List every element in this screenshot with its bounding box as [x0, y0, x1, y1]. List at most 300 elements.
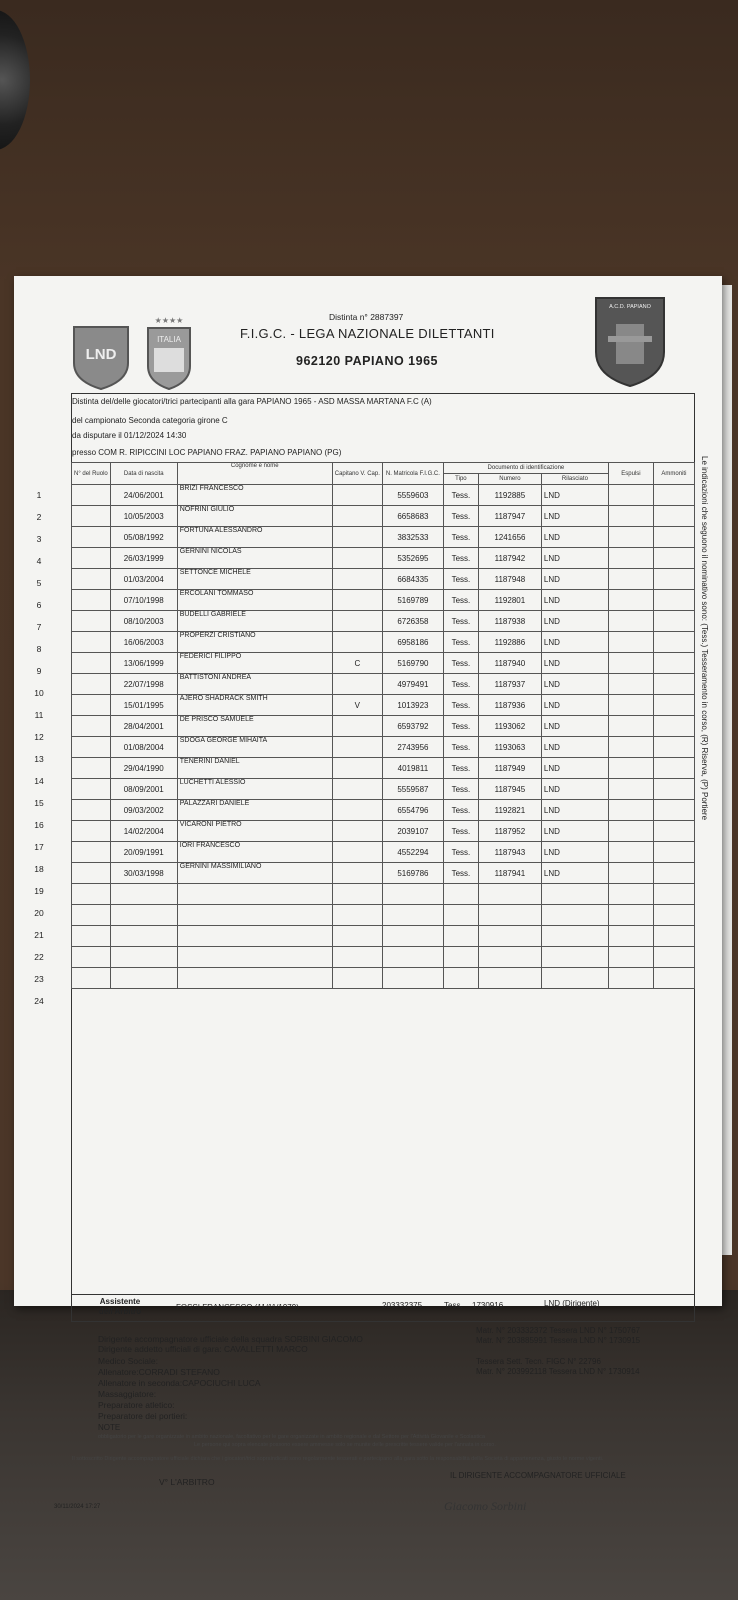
matricola-cell: 4019811: [382, 758, 443, 779]
col-nome: Cognome e nome: [177, 463, 332, 485]
doc-type-cell: Tess.: [443, 863, 478, 884]
birth-date-cell: [110, 926, 177, 947]
row-number: 23: [34, 974, 44, 984]
doc-type-cell: Tess.: [443, 632, 478, 653]
issuer-cell: LND: [541, 716, 608, 737]
espulsi-cell: [608, 737, 653, 758]
ruolo-cell: [72, 947, 111, 968]
doc-number-cell: [478, 884, 541, 905]
col-ammoniti: Ammoniti: [653, 463, 694, 485]
matricola-cell: 1013923: [382, 695, 443, 716]
ruolo-cell: [72, 905, 111, 926]
lnd-logo-text: LND: [85, 346, 117, 363]
player-name-cell: BRIZI FRANCESCO: [177, 485, 332, 506]
ruolo-cell: [72, 569, 111, 590]
issuer-cell: LND: [541, 800, 608, 821]
captain-cell: [332, 485, 382, 506]
issuer-cell: LND: [541, 506, 608, 527]
ruolo-cell: [72, 968, 111, 989]
table-row: [72, 611, 695, 632]
captain-cell: [332, 947, 382, 968]
preparatore-portieri: Preparatore dei portieri:: [98, 1411, 188, 1421]
ruolo-cell: [72, 506, 111, 527]
lnd-logo: [70, 323, 132, 391]
col-rilasciato: Rilasciato: [541, 474, 608, 485]
issuer-cell: [541, 884, 608, 905]
row-number: 14: [34, 776, 44, 786]
row-number: 7: [36, 622, 42, 632]
table-row: [72, 590, 695, 611]
doc-type-cell: Tess.: [443, 569, 478, 590]
matricola-cell: 5352695: [382, 548, 443, 569]
ammoniti-cell: [653, 485, 694, 506]
issuer-cell: [541, 926, 608, 947]
issuer-cell: LND: [541, 569, 608, 590]
birth-date-cell: 26/03/1999: [110, 548, 177, 569]
matricola-cell: 6726358: [382, 611, 443, 632]
row-number: 11: [34, 710, 44, 720]
player-name-cell: BUDELLI GABRIELE: [177, 611, 332, 632]
doc-number-cell: 1192885: [478, 485, 541, 506]
player-name-cell: [177, 905, 332, 926]
birth-date-cell: 29/04/1990: [110, 758, 177, 779]
birth-date-cell: 01/08/2004: [110, 737, 177, 758]
assistant-referee-row: [71, 1294, 695, 1322]
ammoniti-cell: [653, 947, 694, 968]
federation-title: F.I.G.C. - LEGA NAZIONALE DILETTANTI: [240, 326, 495, 341]
espulsi-cell: [608, 506, 653, 527]
captain-cell: [332, 842, 382, 863]
birth-date-cell: 16/06/2003: [110, 632, 177, 653]
row-number: 24: [34, 996, 44, 1006]
doc-type-cell: Tess.: [443, 737, 478, 758]
doc-number-cell: 1187940: [478, 653, 541, 674]
player-name-cell: DE PRISCO SAMUELE: [177, 716, 332, 737]
note-label: NOTE: [98, 1423, 121, 1432]
birth-date-cell: 14/02/2004: [110, 821, 177, 842]
arbitro-numero: 1730916: [472, 1301, 504, 1310]
ruolo-cell: [72, 758, 111, 779]
doc-number-cell: 1187945: [478, 779, 541, 800]
camera-lens-shadow: [0, 10, 30, 150]
ammoniti-cell: [653, 548, 694, 569]
birth-date-cell: 24/06/2001: [110, 485, 177, 506]
player-name-cell: FORTUNA ALESSANDRO: [177, 527, 332, 548]
table-row: [72, 485, 695, 506]
issuer-cell: LND: [541, 737, 608, 758]
player-name-cell: IORI FRANCESCO: [177, 842, 332, 863]
doc-type-cell: Tess.: [443, 527, 478, 548]
table-row: [72, 968, 695, 989]
issuer-cell: LND: [541, 548, 608, 569]
row-number: 4: [36, 556, 42, 566]
captain-cell: [332, 779, 382, 800]
birth-date-cell: 01/03/2004: [110, 569, 177, 590]
birth-date-cell: 30/03/1998: [110, 863, 177, 884]
doc-number-cell: 1187948: [478, 569, 541, 590]
row-number: 9: [36, 666, 42, 676]
doc-number-cell: 1187937: [478, 674, 541, 695]
venue-line: presso COM R. RIPICCINI LOC PAPIANO FRAZ. PAPIANO PAPIANO (PG): [72, 448, 342, 457]
ammoniti-cell: [653, 716, 694, 737]
table-row: [72, 695, 695, 716]
doc-number-cell: [478, 905, 541, 926]
captain-cell: [332, 758, 382, 779]
matricola-cell: 5169789: [382, 590, 443, 611]
player-name-cell: SDOGA GEORGE MIHAITA: [177, 737, 332, 758]
issuer-cell: LND: [541, 527, 608, 548]
player-name-cell: [177, 926, 332, 947]
birth-date-cell: 13/06/1999: [110, 653, 177, 674]
doc-type-cell: Tess.: [443, 653, 478, 674]
ruolo-cell: [72, 863, 111, 884]
espulsi-cell: [608, 947, 653, 968]
row-number: 18: [34, 864, 44, 874]
ammoniti-cell: [653, 674, 694, 695]
espulsi-cell: [608, 569, 653, 590]
espulsi-cell: [608, 968, 653, 989]
issuer-cell: [541, 968, 608, 989]
player-name-cell: GERNINI NICOLAS: [177, 548, 332, 569]
espulsi-cell: [608, 716, 653, 737]
table-row: [72, 821, 695, 842]
doc-number-cell: [478, 968, 541, 989]
doc-type-cell: Tess.: [443, 800, 478, 821]
captain-cell: [332, 884, 382, 905]
col-tipo: Tipo: [443, 474, 478, 485]
doc-type-cell: [443, 968, 478, 989]
doc-number-cell: 1187949: [478, 758, 541, 779]
espulsi-cell: [608, 884, 653, 905]
captain-cell: [332, 737, 382, 758]
italia-logo-text: ITALIA: [157, 335, 181, 344]
ruolo-cell: [72, 653, 111, 674]
birth-date-cell: [110, 947, 177, 968]
doc-type-cell: Tess.: [443, 506, 478, 527]
birth-date-cell: 15/01/1995: [110, 695, 177, 716]
player-name-cell: FEDERICI FILIPPO: [177, 653, 332, 674]
ammoniti-cell: [653, 527, 694, 548]
issuer-cell: LND: [541, 653, 608, 674]
legend-side-note: Le indicazioni che seguono il nominativo sono: (Tess.) Tesseramento in corso, (R) Riserva, (P) Portiere: [700, 456, 709, 821]
ammoniti-cell: [653, 926, 694, 947]
issuer-cell: LND: [541, 863, 608, 884]
preparatore-atletico: Preparatore atletico:: [98, 1400, 175, 1410]
doc-number-cell: 1187941: [478, 863, 541, 884]
ruolo-cell: [72, 485, 111, 506]
doc-type-cell: Tess.: [443, 695, 478, 716]
captain-cell: [332, 821, 382, 842]
doc-number-cell: 1193062: [478, 716, 541, 737]
player-name-cell: NOFRINI GIULIO: [177, 506, 332, 527]
player-name-cell: LUCHETTI ALESSIO: [177, 779, 332, 800]
captain-cell: [332, 905, 382, 926]
doc-type-cell: [443, 884, 478, 905]
date-line: da disputare il 01/12/2024 14:30: [72, 431, 187, 440]
referee-visto: V° L'ARBITRO: [159, 1477, 215, 1487]
issuer-cell: [541, 947, 608, 968]
row-number: 21: [34, 930, 44, 940]
row-number: 2: [36, 512, 42, 522]
ruolo-cell: [72, 674, 111, 695]
matricola-cell: 6554796: [382, 800, 443, 821]
captain-cell: [332, 674, 382, 695]
captain-cell: [332, 548, 382, 569]
espulsi-cell: [608, 842, 653, 863]
player-name-cell: [177, 968, 332, 989]
issuer-cell: LND: [541, 632, 608, 653]
matricola-cell: [382, 926, 443, 947]
matricola-cell: 6658683: [382, 506, 443, 527]
espulsi-cell: [608, 821, 653, 842]
issuer-cell: LND: [541, 821, 608, 842]
row-number: 3: [36, 534, 42, 544]
row-number: 19: [34, 886, 44, 896]
row-number: 20: [34, 908, 44, 918]
ammoniti-cell: [653, 842, 694, 863]
birth-date-cell: 10/05/2003: [110, 506, 177, 527]
player-name-cell: SETTONCE MICHELE: [177, 569, 332, 590]
col-espulsi: Espulsi: [608, 463, 653, 485]
table-row: [72, 779, 695, 800]
table-row: [72, 947, 695, 968]
espulsi-cell: [608, 674, 653, 695]
ruolo-cell: [72, 695, 111, 716]
col-matricola: N. Matricola F.I.G.C.: [382, 463, 443, 485]
arbitro-matricola: 203332375: [382, 1301, 423, 1310]
doc-number-cell: 1187943: [478, 842, 541, 863]
row-number: 6: [36, 600, 42, 610]
birth-date-cell: [110, 884, 177, 905]
ruolo-cell: [72, 632, 111, 653]
birth-date-cell: 22/07/1998: [110, 674, 177, 695]
arbitro-label: Assistente dell'Arbitro: [98, 1297, 142, 1316]
espulsi-cell: [608, 632, 653, 653]
table-row: [72, 569, 695, 590]
col-nascita: Data di nascita: [110, 463, 177, 485]
issuer-cell: [541, 905, 608, 926]
player-name-cell: PROPERZI CRISTIANO: [177, 632, 332, 653]
birth-date-cell: 05/08/1992: [110, 527, 177, 548]
ammoniti-cell: [653, 905, 694, 926]
col-ruolo: N° del Ruolo: [72, 463, 111, 485]
dirigente-accompagnatore: Dirigente accompagnatore ufficiale della squadra SORBINI GIACOMO: [98, 1334, 363, 1344]
matricola-cell: 2039107: [382, 821, 443, 842]
ruolo-cell: [72, 842, 111, 863]
ruolo-cell: [72, 611, 111, 632]
captain-cell: [332, 506, 382, 527]
col-documento: Documento di identificazione: [443, 463, 608, 474]
championship-line: del campionato Seconda categoria girone C: [72, 416, 228, 425]
ruolo-cell: [72, 737, 111, 758]
tessera-tecnico: Tessera Sett. Tecn. FIGC N° 22796: [476, 1357, 601, 1366]
ammoniti-cell: [653, 779, 694, 800]
ammoniti-cell: [653, 863, 694, 884]
player-name-cell: VICARONI PIETRO: [177, 821, 332, 842]
dirigente-addetto: Dirigente addetto ufficiali di gara: CAVALLETTI MARCO: [98, 1344, 308, 1354]
captain-cell: [332, 716, 382, 737]
espulsi-cell: [608, 863, 653, 884]
ruolo-cell: [72, 548, 111, 569]
team-title: 962120 PAPIANO 1965: [296, 354, 438, 368]
note-fine3: Il sottoscritto Dirigente accompagnatore ufficiale dichiara che i giocatori/trici sopraindicati sono regolarmente tesserati e partecipano alla gara sotto la responsabilità della Società di appartenenza, giusto le norme vigenti.: [72, 1456, 604, 1462]
table-row: [72, 842, 695, 863]
dirigente-signature: [444, 1494, 544, 1516]
birth-date-cell: [110, 968, 177, 989]
matricola-cell: 5169790: [382, 653, 443, 674]
player-name-cell: GERNINI MASSIMILIANO: [177, 863, 332, 884]
table-row: [72, 506, 695, 527]
col-numero: Numero: [478, 474, 541, 485]
row-number: 13: [34, 754, 44, 764]
captain-cell: [332, 632, 382, 653]
ruolo-cell: [72, 821, 111, 842]
issuer-cell: LND: [541, 779, 608, 800]
espulsi-cell: [608, 758, 653, 779]
doc-number-cell: 1187942: [478, 548, 541, 569]
ammoniti-cell: [653, 695, 694, 716]
birth-date-cell: [110, 905, 177, 926]
row-number: 10: [34, 688, 44, 698]
matricola-addetto: Matr. N° 203885991 Tessera LND N° 1730915: [476, 1336, 641, 1345]
doc-number-cell: 1193063: [478, 737, 541, 758]
matricola-cell: 3832533: [382, 527, 443, 548]
ruolo-cell: [72, 779, 111, 800]
doc-type-cell: Tess.: [443, 548, 478, 569]
issuer-cell: LND: [541, 842, 608, 863]
espulsi-cell: [608, 611, 653, 632]
allenatore: Allenatore:CORRADI STEFANO: [98, 1367, 220, 1377]
player-name-cell: ERCOLANI TOMMASO: [177, 590, 332, 611]
table-row: [72, 527, 695, 548]
captain-cell: V: [332, 695, 382, 716]
italia-logo: [144, 314, 194, 391]
row-number: 15: [34, 798, 44, 808]
matricola-cell: [382, 905, 443, 926]
birth-date-cell: 09/03/2002: [110, 800, 177, 821]
doc-type-cell: Tess.: [443, 674, 478, 695]
players-table: [71, 462, 695, 989]
table-row: [72, 905, 695, 926]
doc-number-cell: 1187952: [478, 821, 541, 842]
row-number: 22: [34, 952, 44, 962]
captain-cell: [332, 527, 382, 548]
doc-type-cell: [443, 926, 478, 947]
doc-type-cell: Tess.: [443, 590, 478, 611]
doc-type-cell: [443, 947, 478, 968]
table-row: [72, 926, 695, 947]
note-fine2: Le persone qui sopra elencate possono essere ammesse solo se munite delle prescritte tessere valide per l'annata in corso.: [194, 1442, 496, 1448]
matricola-cell: [382, 968, 443, 989]
doc-number-cell: [478, 926, 541, 947]
ammoniti-cell: [653, 506, 694, 527]
ammoniti-cell: [653, 968, 694, 989]
ammoniti-cell: [653, 632, 694, 653]
captain-cell: [332, 800, 382, 821]
matricola-dirigente: Matr. N° 203332372 Tessera LND N° 1750767: [476, 1326, 641, 1335]
espulsi-cell: [608, 590, 653, 611]
matricola-cell: 6958186: [382, 632, 443, 653]
issuer-cell: LND: [541, 695, 608, 716]
ruolo-cell: [72, 926, 111, 947]
row-number: 16: [34, 820, 44, 830]
espulsi-cell: [608, 779, 653, 800]
ammoniti-cell: [653, 653, 694, 674]
doc-number-cell: 1241656: [478, 527, 541, 548]
doc-number-cell: [478, 947, 541, 968]
matricola-cell: 6593792: [382, 716, 443, 737]
matricola-cell: 4552294: [382, 842, 443, 863]
issuer-cell: LND: [541, 758, 608, 779]
doc-number-cell: 1187938: [478, 611, 541, 632]
signature-text: Giacomo Sorbini: [444, 1499, 527, 1513]
table-row: [72, 863, 695, 884]
espulsi-cell: [608, 926, 653, 947]
row-number: 1: [36, 490, 42, 500]
table-row: [72, 737, 695, 758]
captain-cell: [332, 569, 382, 590]
matricola-allenatore2: Matr. N° 203992118 Tessera LND N° 1730914: [476, 1367, 640, 1376]
player-name-cell: [177, 947, 332, 968]
espulsi-cell: [608, 695, 653, 716]
issuer-cell: LND: [541, 611, 608, 632]
ruolo-cell: [72, 716, 111, 737]
ammoniti-cell: [653, 800, 694, 821]
matricola-cell: [382, 884, 443, 905]
distinta-number: Distinta n° 2887397: [329, 312, 404, 322]
matricola-cell: 4979491: [382, 674, 443, 695]
doc-type-cell: Tess.: [443, 842, 478, 863]
ammoniti-cell: [653, 590, 694, 611]
captain-cell: [332, 926, 382, 947]
doc-type-cell: Tess.: [443, 779, 478, 800]
issuer-cell: LND: [541, 485, 608, 506]
ruolo-cell: [72, 527, 111, 548]
ammoniti-cell: [653, 737, 694, 758]
player-name-cell: [177, 884, 332, 905]
dirigente-firma-label: IL DIRIGENTE ACCOMPAGNATORE UFFICIALE: [450, 1471, 626, 1480]
doc-number-cell: 1192801: [478, 590, 541, 611]
ammoniti-cell: [653, 569, 694, 590]
row-number: 12: [34, 732, 44, 742]
ammoniti-cell: [653, 821, 694, 842]
espulsi-cell: [608, 548, 653, 569]
svg-text:★★★★: ★★★★: [154, 316, 184, 325]
espulsi-cell: [608, 485, 653, 506]
captain-cell: [332, 611, 382, 632]
captain-cell: C: [332, 653, 382, 674]
doc-type-cell: [443, 905, 478, 926]
birth-date-cell: 08/09/2001: [110, 779, 177, 800]
captain-cell: [332, 863, 382, 884]
doc-type-cell: Tess.: [443, 611, 478, 632]
doc-number-cell: 1187936: [478, 695, 541, 716]
table-row: [72, 674, 695, 695]
print-timestamp: 30/11/2024 17:27: [54, 1504, 101, 1510]
match-line: Distinta del/delle giocatori/trici partecipanti alla gara PAPIANO 1965 - ASD MASSA MARTANA F.C (A): [72, 397, 432, 406]
birth-date-cell: 20/09/1991: [110, 842, 177, 863]
matricola-cell: [382, 947, 443, 968]
doc-number-cell: 1187947: [478, 506, 541, 527]
espulsi-cell: [608, 527, 653, 548]
player-name-cell: AJERO SHADRACK SMITH: [177, 695, 332, 716]
club-crest-text: A.C.D. PAPIANO: [609, 304, 651, 310]
captain-cell: [332, 968, 382, 989]
issuer-cell: LND: [541, 674, 608, 695]
row-number: 8: [36, 644, 42, 654]
player-name-cell: BATTISTONI ANDREA: [177, 674, 332, 695]
matricola-cell: 5559587: [382, 779, 443, 800]
